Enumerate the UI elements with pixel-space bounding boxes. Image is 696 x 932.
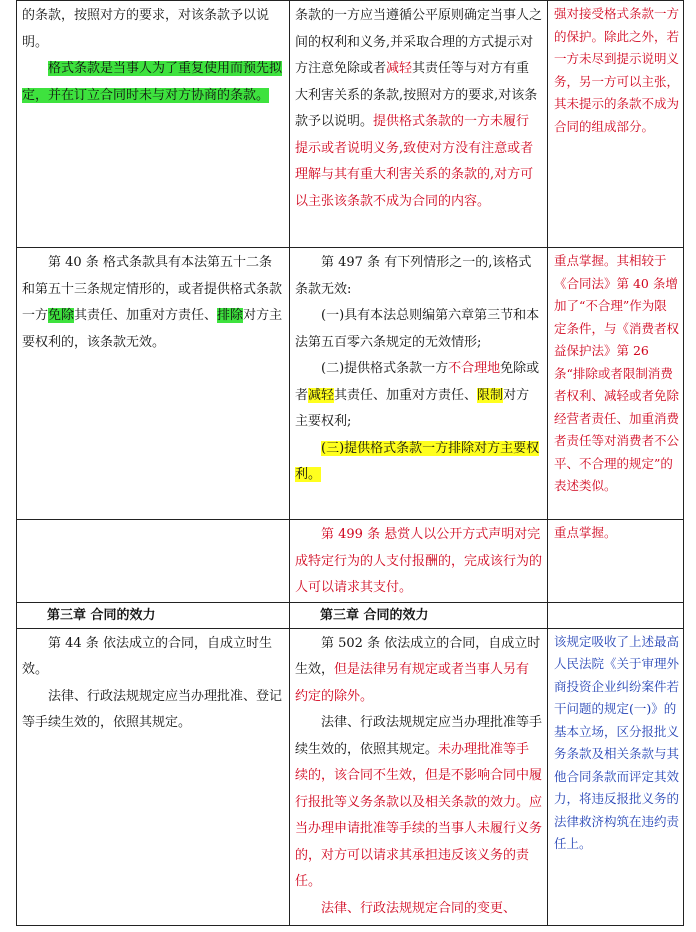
highlight-green: 排除 xyxy=(217,308,244,323)
table-row xyxy=(17,520,684,603)
highlight-green: 格式条款是当事人为了重复使用而预先拟定，并在订立合同时未与对方协商的条款。 xyxy=(22,61,283,103)
old-law-text: 第 44 条 依法成立的合同，自成立时生效。 xyxy=(22,635,272,677)
text-run: 第 40 条 格式条款具有本法第五十二条和第五十三条规定情形的，或者提供格式条款一方 xyxy=(22,255,283,323)
text-run: 其责任、加重对方责任、 xyxy=(74,308,218,323)
highlight-yellow: 减轻 xyxy=(308,387,335,403)
new-law-text xyxy=(295,631,542,711)
text-run: 其责任等与对方有重大利害关系的条款,按照对方的要求,对该条款予以说明。 xyxy=(295,61,538,129)
table-row xyxy=(17,1,684,248)
text-run: 免除或者 xyxy=(295,361,540,403)
chapter-heading-new xyxy=(290,602,548,628)
text-run: 其责任、加重对方责任、 xyxy=(334,387,478,403)
old-law-text xyxy=(22,56,284,109)
text-run: 对方主要权利; xyxy=(295,387,530,429)
old-law-text: 法律、行政法规规定应当办理批准、登记等手续生效的，依照其规定。 xyxy=(22,688,283,730)
note-text: 重点掌握。 xyxy=(554,525,617,540)
new-law-cell xyxy=(290,520,548,603)
highlight-green: 免除 xyxy=(48,308,75,323)
new-law-text: 法律、行政法规规定合同的变更、 xyxy=(321,900,517,916)
old-law-cell xyxy=(17,1,290,248)
text-run: (二)提供格式条款一方 xyxy=(321,361,449,376)
new-law-cell xyxy=(290,1,548,248)
table-row xyxy=(17,628,684,925)
text-run-red: 但是法律另有规定或者当事人另有约定的除外。 xyxy=(295,662,530,704)
text-run-red: 提供格式条款的一方未履行提示或者说明义务,致使对方没有注意或者理解与其有重大利害关系的条款的,对方可以主张该条款不成为合同的内容。 xyxy=(295,114,534,209)
text-run: 第 502 条 依法成立的合同，自成立时生效， xyxy=(295,635,541,677)
new-law-text xyxy=(295,710,542,896)
new-law-text xyxy=(295,356,542,436)
highlight-yellow: (三)提供格式条款一方排除对方主要权利。 xyxy=(295,440,540,482)
highlight-yellow: 限制 xyxy=(477,387,504,403)
text-run: 对方主要权利的，该条款无效。 xyxy=(22,308,283,350)
old-law-cell-empty xyxy=(17,520,290,603)
old-law-cell xyxy=(17,248,290,520)
old-law-text: 的条款，按照对方的要求，对该条款予以说明。 xyxy=(22,8,270,50)
new-law-text: (一)具有本法总则编第六章第三节和本法第五百零六条规定的无效情形; xyxy=(295,308,540,350)
comparison-table xyxy=(16,0,684,926)
new-law-text xyxy=(295,436,542,489)
note-text: 该规定吸收了上述最高人民法院《关于审理外商投资企业纠纷案件若干问题的规定(一)》的基本立场，区分报批义务条款及相关条款与其他合同条款而评定其效力，将违反报批义务的法律救济构筑在违约责任上。 xyxy=(554,633,680,851)
old-law-cell xyxy=(17,628,290,925)
note-cell xyxy=(548,520,684,603)
note-text: 重点掌握。其相较于《合同法》第 40 条增加了“不合理”作为限定条件，与《消费者权益保护法》第 26 条“排除或者限制消费者权利、减轻或者免除经营者责任、加重消费者责任等对消费者不公平、不合理的规定”的表述类似。 xyxy=(554,253,680,493)
chapter-title: 第三章 合同的效力 xyxy=(320,607,429,623)
text-run-red: 未办理批准等手续的，该合同不生效，但是不影响合同中履行报批等义务条款以及相关条款的效力。应当办理申请批准等手续的当事人未履行义务的，对方可以请求其承担违反该义务的责任。 xyxy=(295,741,543,889)
text-run: 条款的一方应当遵循公平原则确定当事人之间的权利和义务,并采取合理的方式提示对方注意免除或者 xyxy=(295,8,543,76)
new-law-text: 第 499 条 悬赏人以公开方式声明对完成特定行为的人支付报酬的，完成该行为的人可以请求其支付。 xyxy=(295,527,543,595)
note-text: 强对接受格式条款一方的保护。除此之外，若一方未尽到提示说明义务，另一方可以主张，其未提示的条款不成为合同的组成部分。 xyxy=(554,6,680,134)
note-cell xyxy=(548,1,684,248)
note-cell xyxy=(548,628,684,925)
new-law-text: 第 497 条 有下列情形之一的,该格式条款无效: xyxy=(295,255,532,297)
new-law-cell xyxy=(290,248,548,520)
old-law-text xyxy=(22,250,284,356)
text-run-red: 减轻 xyxy=(386,61,413,76)
new-law-cell xyxy=(290,628,548,925)
note-cell xyxy=(548,248,684,520)
table-row xyxy=(17,248,684,520)
chapter-heading-old xyxy=(17,602,290,628)
chapter-heading-note xyxy=(548,602,684,628)
new-law-text xyxy=(295,3,542,215)
text-run: 法律、行政法规规定应当办理批准等手续生效的，依照其规定。 xyxy=(295,715,543,757)
chapter-title: 第三章 合同的效力 xyxy=(47,607,156,623)
text-run-red: 不合理地 xyxy=(448,361,501,376)
chapter-heading-row xyxy=(17,602,684,628)
